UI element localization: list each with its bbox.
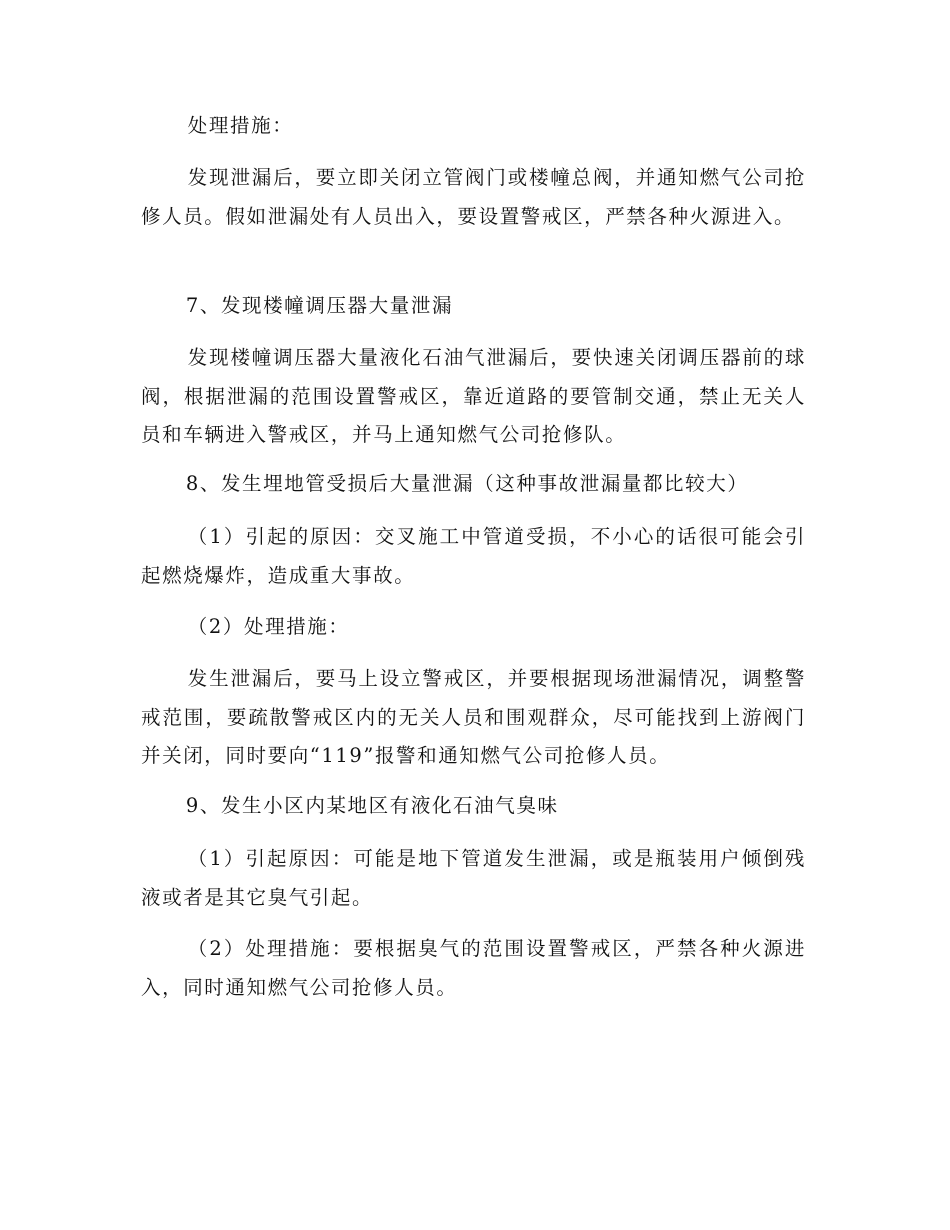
paragraph-text: （1）引起原因：可能是地下管道发生泄漏，或是瓶装用户倾倒残液或者是其它臭气引起。 xyxy=(141,847,806,909)
paragraph-section-8-measures xyxy=(141,660,806,776)
paragraph-riser-leak-handling xyxy=(141,159,806,236)
paragraph-section-9-measures xyxy=(141,930,806,1007)
paragraph-text: 处理措施： xyxy=(187,114,294,137)
heading-section-9 xyxy=(141,787,806,826)
paragraph-text: （2）处理措施：要根据臭气的范围设置警戒区，严禁各种火源进入，同时通知燃气公司抢修人员。 xyxy=(141,937,806,999)
section-heading: 9、发生小区内某地区有液化石油气臭味 xyxy=(185,794,559,817)
paragraph-text: 发现楼幢调压器大量液化石油气泄漏后，要快速关闭调压器前的球阀，根据泄漏的范围设置警戒区，靠近道路的要管制交通，禁止无关人员和车辆进入警戒区，并马上通知燃气公司抢修队。 xyxy=(141,346,806,446)
paragraph-section-8-measures-label xyxy=(141,608,806,647)
section-heading: 8、发生埋地管受损后大量泄漏（这种事故泄漏量都比较大） xyxy=(185,472,749,495)
heading-section-7 xyxy=(141,287,806,326)
paragraph-regulator-leak xyxy=(141,339,806,455)
section-heading: 7、发现楼幢调压器大量泄漏 xyxy=(185,294,454,317)
paragraph-section-9-cause xyxy=(141,840,806,917)
paragraph-text: （1）引起的原因：交叉施工中管道受损，不小心的话很可能会引起燃烧爆炸，造成重大事故。 xyxy=(141,525,806,587)
paragraph-section-8-cause xyxy=(141,518,806,595)
paragraph-handling-measures-label xyxy=(141,107,806,146)
paragraph-text: （2）处理措施： xyxy=(187,615,350,638)
paragraph-text: 发生泄漏后，要马上设立警戒区，并要根据现场泄漏情况，调整警戒范围，要疏散警戒区内的无关人员和围观群众，尽可能找到上游阀门并关闭，同时要向“119”报警和通知燃气公司抢修人员。 xyxy=(141,667,806,767)
paragraph-text: 发现泄漏后，要立即关闭立管阀门或楼幢总阀，并通知燃气公司抢修人员。假如泄漏处有人员出入，要设置警戒区，严禁各种火源进入。 xyxy=(141,166,806,228)
heading-section-8 xyxy=(141,465,806,504)
